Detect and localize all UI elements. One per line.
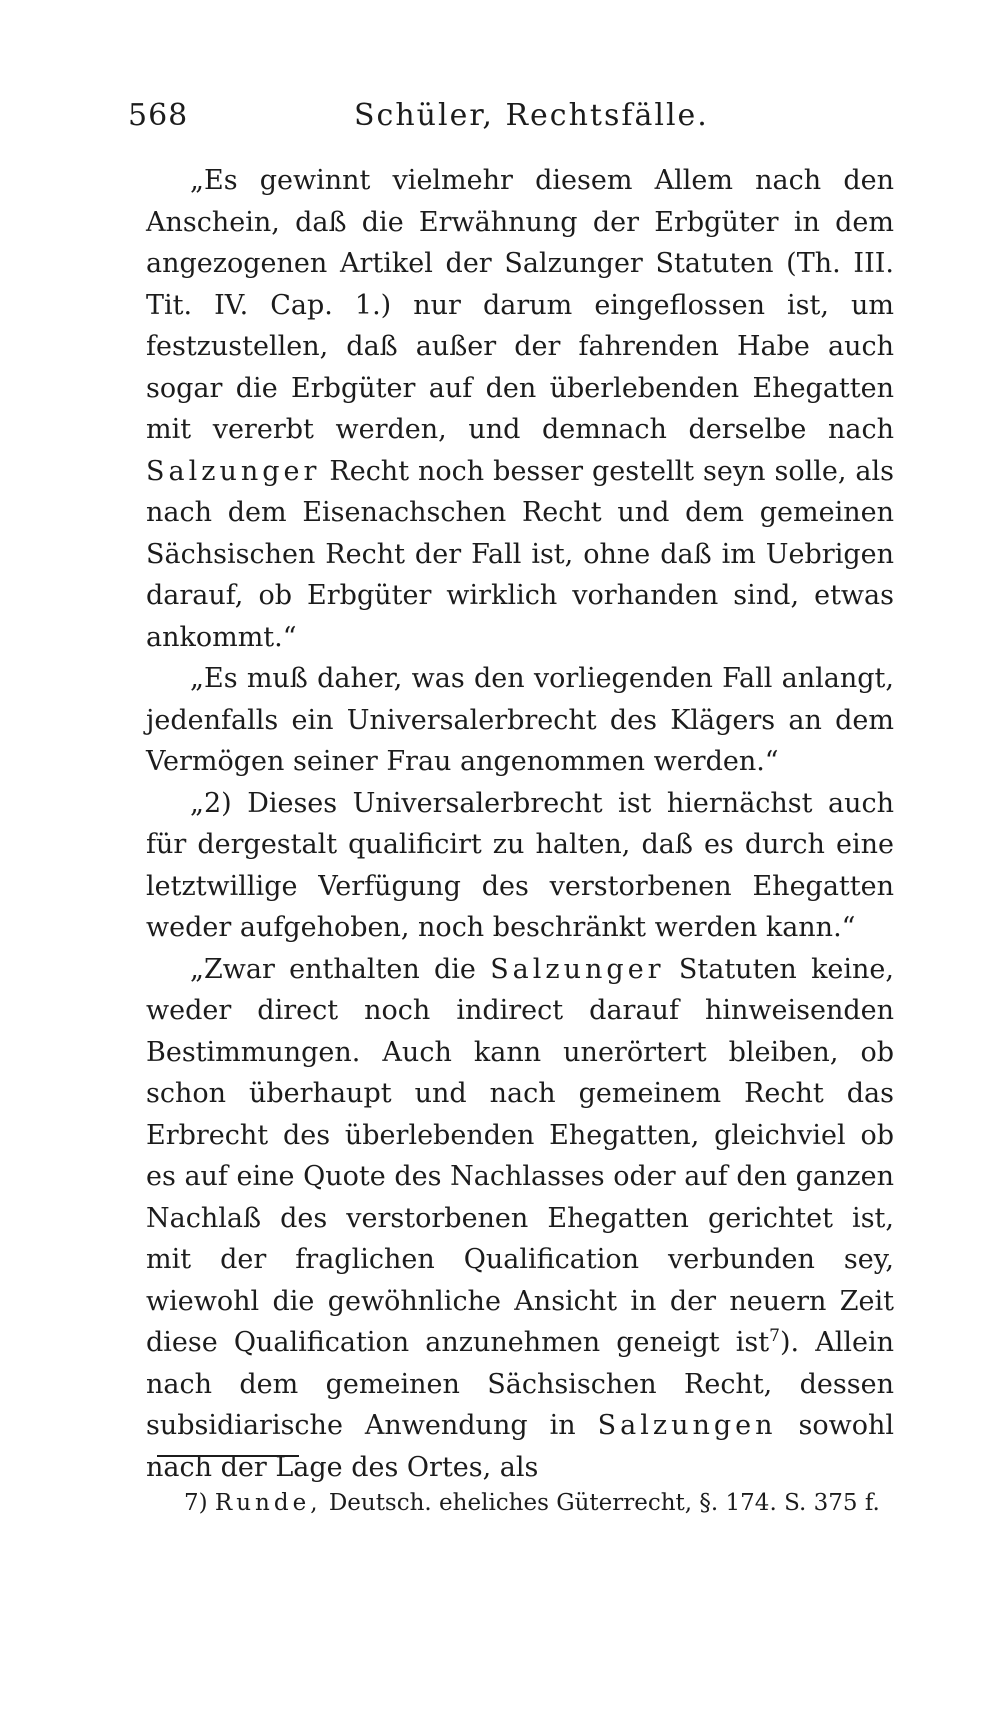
footnote-marker: 7) <box>184 1490 208 1516</box>
spaced-word: Salzunger <box>490 953 665 985</box>
page-header <box>128 98 908 148</box>
page-number: 568 <box>128 98 189 133</box>
footnote-divider <box>157 1455 299 1457</box>
footnote-reference[interactable]: 7 <box>769 1326 780 1346</box>
paragraph <box>146 658 894 783</box>
text-run: ). Allein nach dem gemeinen Sächsischen Recht, dessen subsidiarische Anwendung in <box>146 1327 894 1441</box>
spaced-word: Salzungen <box>597 1410 777 1441</box>
text-run: Recht noch besser gestellt seyn solle, als nach dem Eisenachschen Recht und dem gemeinen Sächsischen Recht der Fall ist, ohne daß im Uebrigen darauf, ob Erbgüter wirklich vorhanden sind, etwas ankommt.“ <box>146 455 894 653</box>
body-text <box>146 160 894 1488</box>
text-run: „Es muß daher, was den vorliegenden Fall anlangt, jedenfalls ein Universalerbrecht des Klägers an dem Vermögen seiner Frau angenommen werden.“ <box>146 663 894 777</box>
footnote <box>184 1487 904 1519</box>
footnote-text: Deutsch. eheliches Güterrecht, §. 174. S. 375 f. <box>328 1490 880 1516</box>
text-run: „Es gewinnt vielmehr diesem Allem nach den Anschein, daß die Erwähnung der Erbgüter in dem angezogenen Artikel der Salzunger Statuten (Th. III. Tit. IV. Cap. 1.) nur darum eingeflossen ist, um festzustellen, daß außer der fahrenden Habe auch sogar die Erbgüter auf den überlebenden Ehegatten mit vererbt werden, und demnach derselbe nach <box>146 165 894 445</box>
paragraph <box>146 783 894 949</box>
running-head: Schüler, Rechtsfälle. <box>354 98 709 133</box>
paragraph <box>146 949 894 1489</box>
text-run: Statuten keine, weder direct noch indirect darauf hinweisenden Bestimmungen. Auch kann unerörtert bleiben, ob schon überhaupt und nach gemeinem Recht das Erbrecht des überlebenden Ehegatten, gleichviel ob es auf eine Quote des Nachlasses oder auf den ganzen Nachlaß des verstorbenen Ehegatten gerichtet ist, mit der fraglichen Qualification verbunden sey, wiewohl die gewöhnliche Ansicht in der neuern Zeit diese Qualification anzunehmen geneigt ist <box>146 953 894 1358</box>
text-run: „Zwar enthalten die <box>190 953 491 985</box>
text-run: „2) Dieses Universalerbrecht ist hiernächst auch für dergestalt qualificirt zu halten, daß es durch eine letztwillige Verfügung des verstorbenen Ehegatten weder aufgehoben, noch beschränkt werden kann.“ <box>146 787 894 943</box>
paragraph <box>146 160 894 658</box>
spaced-word: Salzunger <box>146 455 321 487</box>
footnote-author: Runde, <box>214 1490 322 1516</box>
text-run: sowohl nach der Lage des Ortes, als <box>146 1410 894 1483</box>
